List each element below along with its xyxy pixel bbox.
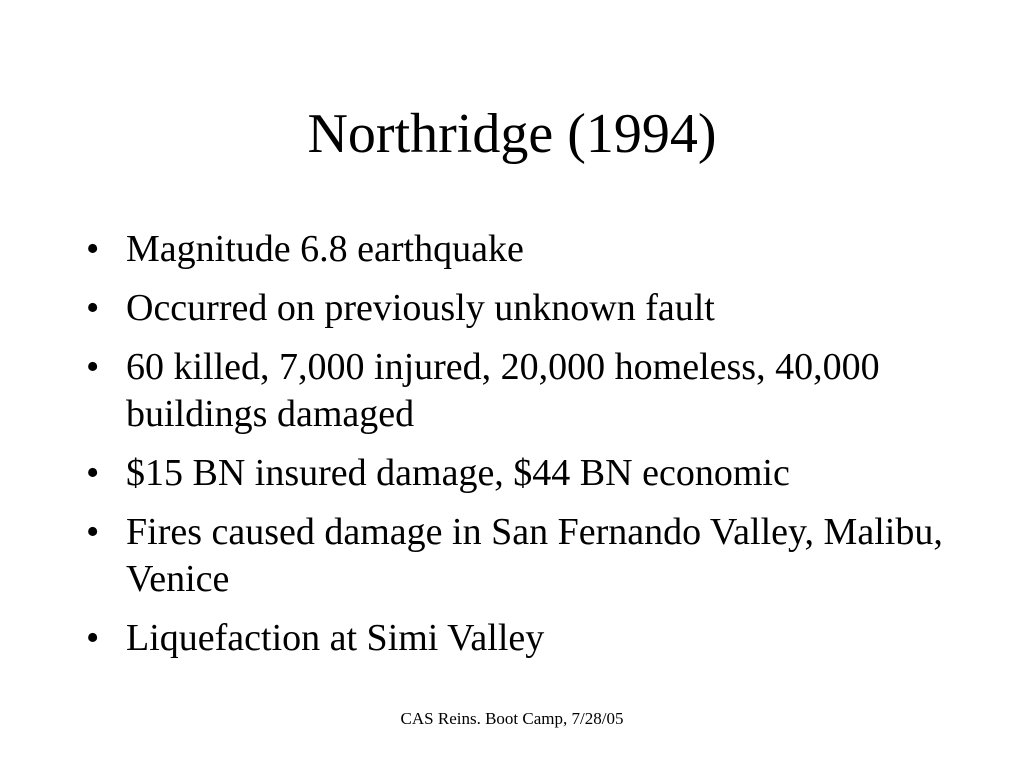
bullet-icon: •: [86, 287, 100, 329]
bullet-text: Liquefaction at Simi Valley: [126, 617, 545, 659]
bullet-item: [86, 615, 986, 662]
bullet-text: Fires caused damage in San Fernando Valley, Malibu, Venice: [126, 511, 943, 600]
bullet-item: [86, 450, 986, 497]
slide-footer: CAS Reins. Boot Camp, 7/28/05: [400, 709, 624, 728]
bullet-text: $15 BN insured damage, $44 BN economic: [126, 452, 790, 494]
slide-title: Northridge (1994): [307, 103, 717, 165]
bullet-icon: •: [86, 617, 100, 659]
bullet-text: 60 killed, 7,000 injured, 20,000 homeless, 40,000 buildings damaged: [126, 346, 880, 435]
bullet-item: [86, 344, 986, 438]
bullet-item: [86, 226, 986, 273]
bullet-icon: •: [86, 511, 100, 553]
bullet-icon: •: [86, 452, 100, 494]
bullet-icon: •: [86, 228, 100, 270]
bullet-icon: •: [86, 346, 100, 388]
bullet-list: [86, 226, 986, 674]
bullet-item: [86, 285, 986, 332]
bullet-text: Magnitude 6.8 earthquake: [126, 228, 524, 270]
bullet-text: Occurred on previously unknown fault: [126, 287, 715, 329]
bullet-item: [86, 509, 986, 603]
